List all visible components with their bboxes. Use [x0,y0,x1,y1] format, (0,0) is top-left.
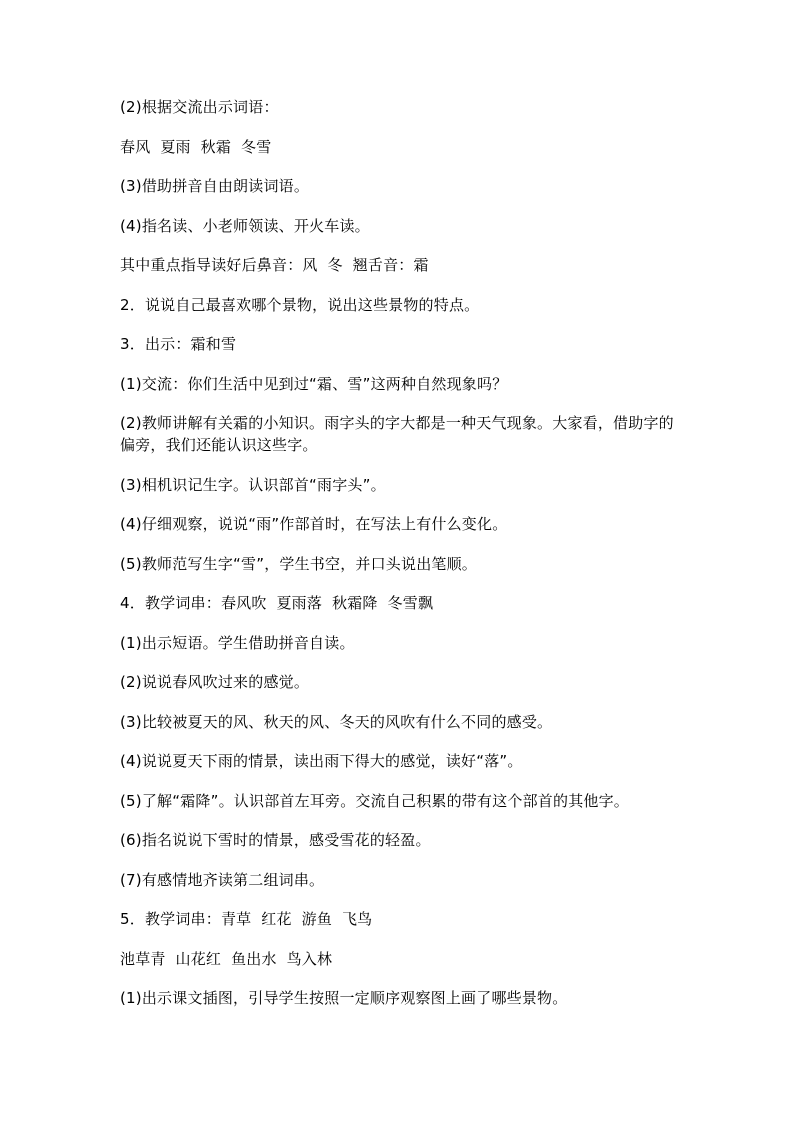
paragraph-sub-step-2: (2)根据交流出示词语： [120,98,279,116]
paragraph-sub-step-3: (3)借助拼音自由朗读词语。 [120,177,310,195]
paragraph-step-4-item-7: (7)有感情地齐读第二组词串。 [120,870,325,889]
paragraph-word-list-seasons: 春风 夏雨 秋霜 冬雪 [120,137,272,156]
paragraph-step-4-item-1: (1)出示短语。学生借助拼音自读。 [120,633,355,652]
document-page [120,96,680,1027]
paragraph-step-4-item-4: (4)说说夏天下雨的情景，读出雨下得大的感觉，读好“落”。 [120,752,523,770]
paragraph-step-2: 2．说说自己最喜欢哪个景物，说出这些景物的特点。 [120,295,480,314]
paragraph-step-4: 4．教学词串：春风吹 夏雨落 秋霜降 冬雪飘 [120,594,434,612]
paragraph-step-3: 3．出示：霜和雪 [120,335,237,353]
paragraph-step-4-item-3: (3)比较被夏天的风、秋天的风、冬天的风吹有什么不同的感受。 [120,712,553,731]
paragraph-step-3-item-5: (5)教师范写生字“雪”，学生书空，并口头说出笔顺。 [120,554,477,573]
paragraph-step-5-item-1: (1)出示课文插图，引导学生按照一定顺序观察图上画了哪些景物。 [120,989,568,1007]
paragraph-step-3-item-2: (2)教师讲解有关霜的小知识。雨字头的字大都是一种天气现象。大家看，借助字的偏旁，我们还能认识这些字。 [120,414,674,454]
paragraph-step-5: 5．教学词串：青草 红花 游鱼 飞鸟 [120,910,373,928]
paragraph-step-4-item-6: (6)指名说说下雪时的情景，感受雪花的轻盈。 [120,831,431,849]
paragraph-word-list-nature: 池草青 山花红 鱼出水 鸟入林 [120,949,333,968]
paragraph-step-3-item-1: (1)交流：你们生活中见到过“霜、雪”这两种自然现象吗？ [120,374,508,393]
paragraph-step-4-item-5: (5)了解“霜降”。认识部首左耳旁。交流自己积累的带有这个部首的其他字。 [120,791,629,810]
paragraph-step-3-item-4: (4)仔细观察，说说“雨”作部首时，在写法上有什么变化。 [120,515,508,533]
paragraph-step-4-item-2: (2)说说春风吹过来的感觉。 [120,673,310,691]
paragraph-step-3-item-3: (3)相机识记生字。认识部首“雨字头”。 [120,475,386,494]
paragraph-pronunciation-focus: 其中重点指导读好后鼻音：风 冬 翘舌音：霜 [120,256,429,274]
paragraph-sub-step-4: (4)指名读、小老师领读、开火车读。 [120,216,370,235]
